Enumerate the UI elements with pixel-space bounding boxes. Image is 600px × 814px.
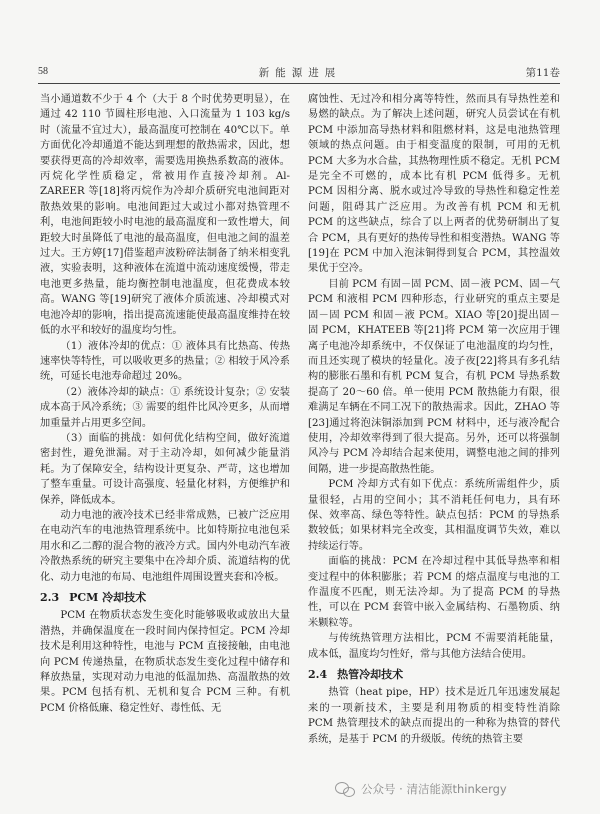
journal-title: 新能源进展 — [258, 67, 342, 79]
volume-label: 第11卷 — [525, 67, 560, 79]
page-number: 58 — [38, 66, 48, 77]
section-number: 2.3 — [40, 591, 60, 604]
paragraph: 当小通道数不少于 4 个（大于 8 个时优势更明显），在通过 42 110 节圆柱形电池、入口流量为 1 103 kg/s 时（流量不宜过大），最高温度可控制在 40℃以下。单方面优化冷却通道不能达到理想的散热需求，因此，想要获得更高的冷却效率，需要选用换热系数高的液体。丙烷化学性质稳定，常被用作直接冷却剂。Al-ZAREER 等[18]将丙烷作为冷却介质研究电池间距对散热效果的影响。电池间距过大或过小都对热管理不利，电池间距较小时电池的最高温度和一致性增大，间距较大时虽降低了电池的最高温度，但电池之间的温差过大。王方婷[17]借鉴超声波粉碎法制备了纳米相变乳液，实验表明，这种液体在流道中流动速度缓慢，带走电池更多热量，能均衡控制电池温度，但花费成本较高。WANG 等[19]研究了液体介质流速、冷却模式对电池冷却的影响，指出提高流速能使最高温度维持在较低的水平和较好的温度均匀性。 — [40, 94, 290, 337]
watermark-text: 公众号 · 清洁能源thinkergy — [361, 782, 507, 796]
left-column — [40, 92, 290, 716]
paragraph: PCM 在物质状态发生变化时能够吸收或放出大量潜热，并确保温度在一段时间内保持恒定。PCM 冷却技术是利用这种特性，电池与 PCM 直接接触，由电池向 PCM 传递热量，在物质状态发生变化过程中储存和释放热量，实现对动力电池的低温加热、高温散热的效果。PCM 包括有机、无机和复合 PCM 三种。有机 PCM 价格低廉、稳定性好、毒性低、无 — [40, 610, 290, 714]
paragraph: 腐蚀性、无过冷和相分离等特性，然而具有导热性差和易燃的缺点。为了解决上述问题，研究人员尝试在有机 PCM 中添加高导热材料和阻燃材料，这是电池热管理领域的热点问题。由于相变温度的限制，可用的无机 PCM 大多为水合盐，其热物理性质不稳定。无机 PCM 是完全不可燃的，成本比有机 PCM 低得多。无机 PCM 因相分离、脱水或过冷导致的导热性和稳定性差问题，阻碍其广泛应用。为改善有机 PCM 和无机 PCM 的这些缺点，综合了以上两者的优势研制出了复合 PCM，具有更好的热传导性和相变潜热。WANG 等[19]在 PCM 中加入泡沫铜得到复合 PCM，其控温效果优于空冷。 — [308, 94, 560, 275]
paragraph: （3）面临的挑战：如何优化结构空间，做好流道密封性，避免泄漏。对于主动冷却，如何减少能量消耗。为了保障安全，结构设计更复杂、严苛，这也增加了整车重量。可设计高强度、轻量化材料，方便维护和保养，降低成本。 — [40, 432, 290, 506]
section-heading — [40, 590, 290, 605]
paragraph: （1）液体冷却的优点：① 液体具有比热高、传热速率快等特性，可以吸收更多的热量；② 相较于风冷系统，可延长电池寿命超过 20%。 — [40, 340, 290, 383]
paragraph: 与传统热管理方法相比，PCM 不需要消耗能量，成本低，温度均匀性好，常与其他方法结合使用。 — [308, 633, 560, 660]
section-title: PCM 冷却技术 — [69, 591, 147, 604]
section-number: 2.4 — [308, 668, 328, 682]
paragraph: 动力电池的液冷技术已经非常成熟，已被广泛应用在电动汽车的电池热管理系统中。比如特斯拉电池包采用水和乙二醇的混合物的液冷方式。国内外电动汽车液冷散热系统的研究主要集中在冷却介质、流道结构的优化、动力电池的布局、电池组件周围设置夹套和冷板。 — [40, 509, 290, 583]
section-title: 热管冷却技术 — [337, 668, 404, 682]
paragraph: PCM 冷却方式有如下优点：系统所需组件少，质量很轻，占用的空间小；其不消耗任何电力，具有环保、效率高、绿色等特性。缺点包括：PCM 的导热系数较低；如果材料完全改变，其相温度调节失效，难以持续运行等。 — [308, 479, 560, 552]
paragraph: （2）液体冷却的缺点：① 系统设计复杂；② 安装成本高于风冷系统；③ 需要的组件比风冷更多，从而增加重量并占用更多空间。 — [40, 386, 290, 429]
wechat-icon — [335, 781, 355, 797]
page-header — [0, 0, 600, 88]
paragraph: 热管（heat pipe，HP）技术是近几年迅速发展起来的一项新技术，主要是利用物质的相变特性消除 PCM 热管理技术的缺点而提出的一种称为热管的替代系统，是基于 PCM 的升级版。传统的热管主要 — [308, 687, 560, 745]
right-column — [308, 92, 560, 747]
header-rule — [38, 83, 560, 84]
section-heading — [308, 667, 560, 682]
paragraph: 目前 PCM 有固－固 PCM、固－液 PCM、固－气 PCM 和液相 PCM 四种形态，行业研究的重点主要是固－固 PCM 和固－液 PCM。XIAO 等[20]提出固－固 PCM，KHATEEB 等[21]将 PCM 第一次应用于锂离子电池冷却系统中，不仅保证了电池温度的均匀性，而且还实现了模块的轻量化。凌子夜[22]将具有多孔结构的膨胀石墨和有机 PCM 复合，有机 PCM 导热系数提高了 20～60 倍。单一使用 PCM 散热能力有限，很难满足车辆在不同工况下的散热需求。因此，ZHAO 等[23]通过将泡沫铜添加到 PCM 材料中，还与液冷配合使用，冷却效率得到了很大提高。另外，还可以将强制风冷与 PCM 冷却结合起来使用，调整电池之间的排列间隔，进一步提高散热性能。 — [308, 278, 560, 475]
paragraph: 面临的挑战：PCM 在冷却过程中其低导热率和相变过程中的体积膨胀；若 PCM 的熔点温度与电池的工作温度不匹配，则无法冷却。为了提高 PCM 的导热性，可以在 PCM 套管中嵌入金属结构、石墨物质、纳米颗粒等。 — [308, 556, 560, 629]
watermark — [335, 778, 507, 800]
